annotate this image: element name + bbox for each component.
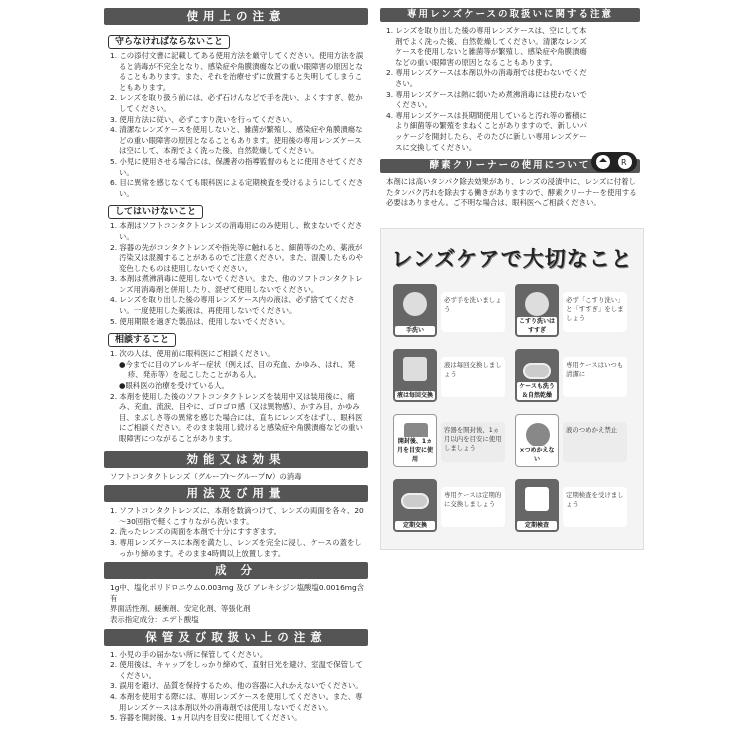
- care-note: 液は毎回交換しましょう: [441, 357, 505, 397]
- right-column: [380, 8, 640, 209]
- list-item: 4. 専用レンズケースは長期間使用していると汚れ等の蓄積により細菌等の繁殖をまねくことがありますので、新しいパッケージを開封したら、そのたびに新しい専用レンズケースに交換してください。: [386, 110, 588, 152]
- effect-text: ソフトコンタクトレンズ（グループⅠ～グループⅣ）の消毒: [110, 471, 302, 481]
- list-item: 3. 本剤は煮沸消毒に使用しないでください。また、他のソフトコンタクトレンズ用消毒剤と併用したり、混ぜて使用しないでください。: [110, 274, 363, 294]
- ingredient-text-3: 表示指定成分：エデト酸塩: [110, 614, 199, 624]
- dosage-heading: 用法及び用量: [104, 485, 368, 502]
- lens-case-icon: [590, 146, 638, 176]
- case-wash-icon: ケースも洗う＆自然乾燥: [515, 349, 559, 402]
- ingredient-text-2: 界面活性剤、緩衝剤、安定化剤、等張化剤: [110, 604, 251, 614]
- usage-heading: 使用上の注意: [104, 8, 368, 25]
- enzyme-heading: 酵素クリーナーの使用について: [380, 159, 640, 173]
- care-note: 液のつめかえ禁止: [563, 422, 627, 462]
- list-item: ●眼科医の治療を受けている人。: [119, 381, 229, 391]
- list-item: 2. レンズを取り扱う前には、必ず石けんなどで手を洗い、よくすすぎ、乾かしてください。: [110, 93, 363, 113]
- care-note: 専用ケースは定期的に交換しましょう: [441, 487, 505, 527]
- list-item: 1. この添付文書に記載してある使用方法を厳守してください。使用方法を誤ると消毒が不完全となり、感染症や角膜潰瘍などの重い眼障害の原因となることもあります。また、それを治療せずに放置すると失明してしまうこともあります。: [110, 51, 364, 92]
- left-column: [104, 8, 368, 724]
- must-not-list: [104, 221, 368, 327]
- storage-heading: 保管及び取扱い上の注意: [104, 629, 368, 646]
- case-replace-icon: 定期交換: [393, 479, 437, 532]
- list-item: 2. 専用レンズケースは本剤以外の消毒剤では使わないでください。: [386, 68, 587, 88]
- dosage-list: [104, 506, 368, 559]
- list-item: 2. 洗ったレンズの両面を本剤で十分にすすぎます。: [110, 527, 282, 537]
- must-do-heading: 守らなければならないこと: [108, 35, 230, 49]
- list-item: 3. 専用レンズケースは熱に弱いため煮沸消毒には使わないでください。: [386, 89, 587, 110]
- list-item: 3. 専用レンズケースに本剤を満たし、レンズを完全に浸し、ケースの蓋をしっかり締めます。そのまま4時間以上放置します。: [110, 537, 362, 558]
- list-item: 5. 容器を開封後、1ヵ月以内を目安に使用してください。: [110, 713, 302, 723]
- consult-heading: 相談すること: [108, 333, 176, 347]
- list-item: 2. 使用後は、キャップをしっかり締めて、直射日光を避け、室温で保管してください。: [110, 660, 363, 680]
- care-panel: [380, 228, 644, 550]
- effect-heading: 効能又は効果: [104, 451, 368, 468]
- list-item: ●今までに目のアレルギー症状（例えば、目の充血、かゆみ、はれ、発疹、発赤等）を起こしたことがある人。: [119, 359, 355, 380]
- care-item-no-refill: [515, 414, 633, 471]
- no-refill-icon: ×つめかえない: [515, 414, 559, 467]
- care-note: 定期検査を受けましょう: [563, 487, 627, 527]
- svg-text:R: R: [621, 158, 627, 167]
- ingredient-heading: 成 分: [104, 562, 368, 579]
- must-do-list: [104, 51, 368, 199]
- rub-rinse-icon: こすり洗いはすすぎ: [515, 284, 559, 337]
- storage-list: [104, 650, 368, 724]
- care-item-handwash: [393, 284, 511, 341]
- list-item: 3. 使用方法に従い、必ずこすり洗いを行ってください。: [110, 114, 297, 124]
- case-list: [380, 26, 590, 153]
- list-item: 1. ソフトコンタクトレンズに、本剤を数滴つけて、レンズの両面を各々、20～30回指で軽くこすりながら洗います。: [110, 506, 364, 526]
- care-item-checkup: [515, 479, 633, 536]
- list-item: 1. 本剤はソフトコンタクトレンズの消毒用にのみ使用し、飲まないでください。: [110, 221, 363, 241]
- list-item: 4. 清潔なレンズケースを使用しないと、雑菌が繁殖し、感染症や角膜潰瘍などの重い眼障害の原因となることもあります。使用後の専用レンズケースは空にして、本剤でよく洗った後、自然乾燥してください。: [110, 125, 363, 156]
- ingredient-text-1: 1g中、塩化ポリドロニウム0.003mg 及び アレキシジン塩酸塩0.0016mg含有: [110, 583, 365, 603]
- handwash-icon: 手洗い: [393, 284, 437, 337]
- list-item: 5. 小児に使用させる場合には、保護者の指導監督のもとに使用させてください。: [110, 156, 364, 177]
- calendar-icon: 開封後、1ヵ月を目安に使用: [393, 414, 437, 467]
- care-title: レンズケアで大切なこと: [391, 247, 633, 271]
- clipboard-icon: 定期検査: [515, 479, 559, 532]
- consult-list: [104, 349, 368, 444]
- enzyme-text: 本剤には高いタンパク除去効果があり、レンズの浸漬中に、レンズに付着したタンパク汚れを除去する働きがありますので、酵素クリーナーを使用する必要はありません。ご不明な場合は、眼科医へご相談ください。: [386, 177, 637, 208]
- care-item-solution: [393, 349, 511, 406]
- care-item-case-clean: [515, 349, 633, 406]
- care-note: 専用ケースはいつも清潔に: [563, 357, 627, 397]
- bottle-icon: 液は毎回交換: [393, 349, 437, 402]
- care-note: 必ず手を洗いましょう: [441, 292, 505, 332]
- list-item: 3. 誤用を避け、品質を保持するため、他の容器に入れかえないでください。: [110, 681, 363, 691]
- list-item: 2. 容器の先がコンタクトレンズや指先等に触れると、細菌等のため、薬液が汚染又は混濁することがあるのでご注意ください。また、混濁したものや変色したものは使用しないでください。: [110, 242, 363, 273]
- care-note: 必ず「こすり洗い」と「すすぎ」をしましょう: [563, 292, 627, 332]
- list-item: 2. 本剤を使用した後のソフトコンタクトレンズを装用中又は装用後に、痛み、充血、流涙、目やに、ゴロゴロ感（又は異物感）、かすみ目、かゆみ目、まぶしさ等の異常を感じた場合には、直ちにレンズをはずし、眼科医にご相談ください。そのまま装用し続けると感染症や角膜潰瘍などの重い眼障害につながることがあります。: [110, 391, 363, 443]
- care-item-rub: [515, 284, 633, 341]
- list-item: 1. レンズを取り出した後の専用レンズケースは、空にして本剤でよく洗った後、自然乾燥してください。清潔なレンズケースを使用しないと雑菌等が繁殖し、感染症や角膜潰瘍などの重い眼障害の原因となることもあります。: [386, 26, 587, 67]
- list-item: 4. レンズを取り出した後の専用レンズケース内の液は、必ず捨ててください。一度使用した薬液は、再使用しないでください。: [110, 295, 355, 316]
- list-item: 5. 使用期限を過ぎた製品は、使用しないでください。: [110, 316, 290, 326]
- care-item-case-replace: [393, 479, 511, 536]
- case-heading: 専用レンズケースの取扱いに関する注意: [380, 8, 640, 22]
- list-item: 4. 本剤を使用する際には、専用レンズケースを使用してください。また、専用レンズケースは本剤以外の消毒剤では使用しないでください。: [110, 691, 363, 712]
- list-item: 6. 目に異常を感じなくても眼科医による定期検査を受けるようにしてください。: [110, 178, 364, 198]
- care-item-expiry: [393, 414, 511, 471]
- list-item: 1. 次の人は、使用前に眼科医にご相談ください。: [110, 349, 275, 359]
- must-not-heading: してはいけないこと: [108, 205, 203, 219]
- care-note: 容器を開封後、1ヵ月以内を目安に使用しましょう: [441, 422, 505, 462]
- list-item: 1. 小児の手の届かない所に保管してください。: [110, 649, 268, 659]
